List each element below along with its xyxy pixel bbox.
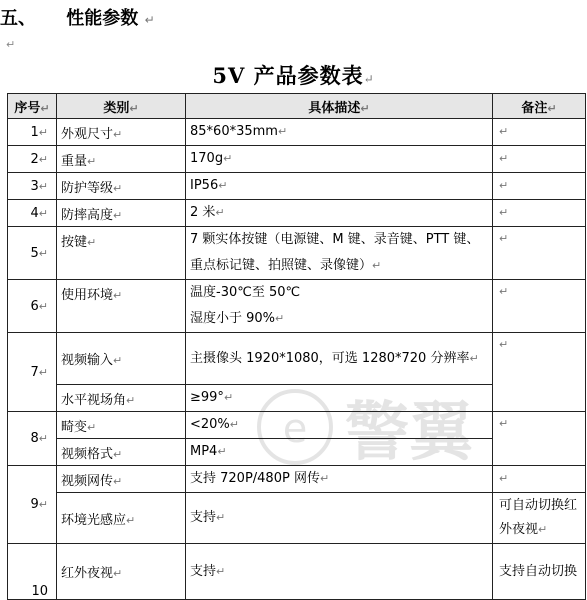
table-row <box>8 544 586 600</box>
table-row <box>8 466 586 493</box>
row-description: MP4↵ <box>186 439 493 466</box>
row-description: 170g↵ <box>186 146 493 173</box>
row-description: 85*60*35mm↵ <box>186 119 493 146</box>
table-row <box>8 200 586 227</box>
table-row <box>8 412 586 439</box>
header-index: 序号↵ <box>8 94 57 119</box>
row-note: ↵ <box>493 119 586 146</box>
header-note: 备注↵ <box>493 94 586 119</box>
row-category: 按键↵ <box>57 227 186 280</box>
table-header-row <box>8 94 586 119</box>
table-row <box>8 119 586 146</box>
row-category: 环境光感应↵ <box>57 493 186 544</box>
spec-table <box>7 93 586 600</box>
paragraph-mark: ↵ <box>144 13 155 27</box>
table-row <box>8 227 586 280</box>
row-category: 视频输入↵ <box>57 333 186 385</box>
table-row <box>8 146 586 173</box>
row-note: ↵ <box>493 466 586 493</box>
table-title-text: 5V 产品参数表 <box>212 63 364 88</box>
section-title: 性能参数 <box>66 8 139 29</box>
row-note: ↵ <box>493 412 586 466</box>
title-paragraph-mark: ↵ <box>363 72 375 86</box>
row-category: 防护等级↵ <box>57 173 186 200</box>
row-description: IP56↵ <box>186 173 493 200</box>
row-index: 3↵ <box>8 173 57 200</box>
row-note: ↵ <box>493 333 586 412</box>
row-description: <20%↵ <box>186 412 493 439</box>
header-description: 具体描述↵ <box>186 94 493 119</box>
svg-text:e: e <box>282 406 308 452</box>
row-index: 9↵ <box>8 466 57 544</box>
row-index: 5↵ <box>8 227 57 280</box>
empty-paragraph-mark: ↵ <box>6 38 16 51</box>
row-description: 支持↵ <box>186 493 493 544</box>
row-index: 6↵ <box>8 280 57 333</box>
row-description: 2 米↵ <box>186 200 493 227</box>
table-row <box>8 333 586 385</box>
section-heading <box>0 4 155 30</box>
row-note: ↵ <box>493 200 586 227</box>
row-description: 支持 720P/480P 网传↵ <box>186 466 493 493</box>
watermark-text: 警翼 <box>345 396 473 470</box>
row-description: 支持↵ <box>186 544 493 600</box>
row-category: 防摔高度↵ <box>57 200 186 227</box>
row-description: 主摄像头 1920*1080，可选 1280*720 分辨率↵ <box>186 333 493 385</box>
row-description: 7 颗实体按键（电源键、M 键、录音键、PTT 键、重点标记键、拍照键、录像键）↵ <box>186 227 493 280</box>
row-category: 外观尺寸↵ <box>57 119 186 146</box>
row-category: 视频格式↵ <box>57 439 186 466</box>
row-note: ↵ <box>493 227 586 280</box>
header-category: 类别↵ <box>57 94 186 119</box>
row-description: 温度-30℃至 50℃ 湿度小于 90%↵ <box>186 280 493 333</box>
row-note: 支持自动切换 <box>493 544 586 600</box>
row-index: 10 <box>8 544 57 600</box>
row-index: 1↵ <box>8 119 57 146</box>
row-category: 重量↵ <box>57 146 186 173</box>
table-row <box>8 173 586 200</box>
table-subrow <box>8 493 586 544</box>
row-category: 畸变↵ <box>57 412 186 439</box>
row-category: 红外夜视↵ <box>57 544 186 600</box>
row-note: ↵ <box>493 146 586 173</box>
row-note: ↵ <box>493 280 586 333</box>
row-note: 可自动切换红外夜视↵ <box>493 493 586 544</box>
section-number: 五、 <box>0 8 36 29</box>
row-category: 使用环境↵ <box>57 280 186 333</box>
row-index: 2↵ <box>8 146 57 173</box>
row-index: 7↵ <box>8 333 57 412</box>
table-row <box>8 280 586 333</box>
row-index: 4↵ <box>8 200 57 227</box>
table-title <box>0 60 587 86</box>
row-index: 8↵ <box>8 412 57 466</box>
row-description: ≥99°↵ <box>186 385 493 412</box>
row-category: 水平视场角↵ <box>57 385 186 412</box>
row-category: 视频网传↵ <box>57 466 186 493</box>
row-note: ↵ <box>493 173 586 200</box>
